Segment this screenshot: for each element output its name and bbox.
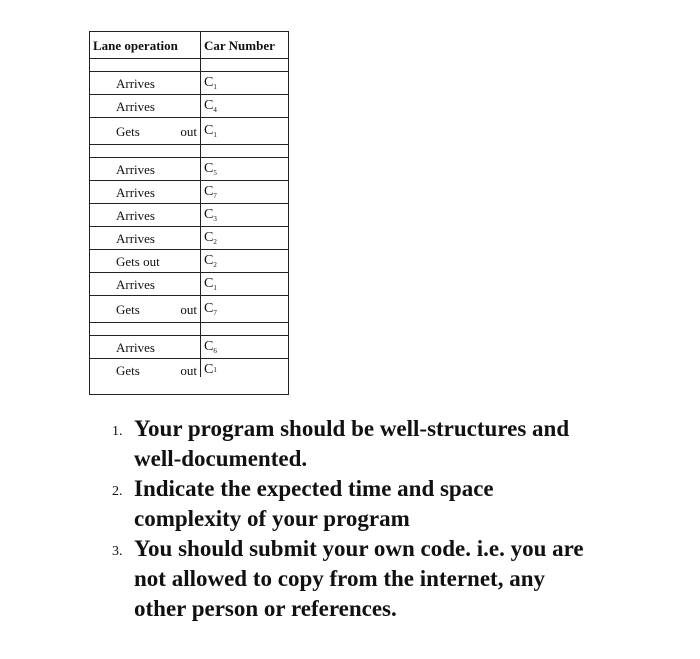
table-row (90, 335, 288, 358)
table-row (90, 157, 288, 180)
car-cell: C (204, 230, 214, 245)
car-subscript: 4 (213, 105, 217, 114)
group-spacer (90, 322, 288, 335)
car-cell: C (204, 207, 214, 222)
lane-operation-cell: Arrives (116, 339, 155, 355)
lane-operation-cell: Gets (116, 123, 140, 139)
lane-operation-cell: Arrives (116, 98, 155, 114)
table-row (90, 94, 288, 117)
car-subscript: 1 (213, 82, 217, 91)
lane-operation-cell: Arrives (116, 75, 155, 91)
out-word: out (180, 123, 197, 139)
car-cell: C (204, 301, 214, 316)
table-row (90, 249, 288, 272)
lane-operation-cell: Arrives (116, 184, 155, 200)
car-subscript: 1 (213, 130, 217, 139)
instruction-line: Indicate the expected time and space (134, 476, 494, 501)
instruction-line: well-documented. (134, 446, 308, 471)
car-cell: C (204, 362, 214, 377)
car-cell: C (204, 123, 214, 138)
instruction-line: complexity of your program (134, 506, 410, 531)
header-car-number: Car Number (200, 32, 288, 58)
car-subscript: 1 (213, 283, 217, 292)
car-cell: C (204, 161, 214, 176)
lane-operation-cell: Arrives (116, 276, 155, 292)
instruction-line: You should submit your own code. i.e. you are (134, 536, 584, 561)
lane-operation-cell: Gets (116, 363, 140, 378)
car-cell: C (204, 253, 214, 268)
table-row (90, 71, 288, 94)
table-header-row (90, 31, 288, 58)
car-subscript: 2 (213, 237, 217, 246)
instruction-line: other person or references. (134, 596, 397, 621)
table-row (90, 226, 288, 249)
list-item (108, 534, 678, 624)
car-subscript: 7 (213, 308, 217, 317)
car-subscript: 2 (213, 260, 217, 269)
car-cell: C (204, 184, 214, 199)
instruction-line: Your program should be well-structures and (134, 416, 570, 441)
out-word: out (180, 301, 197, 317)
lane-operation-cell: Gets out (116, 253, 160, 269)
lane-operation-cell: Arrives (116, 230, 155, 246)
car-subscript: 7 (213, 191, 217, 200)
lane-operations-table (89, 31, 289, 395)
list-number: 3. (112, 544, 123, 559)
list-number: 2. (112, 484, 123, 499)
instruction-line: not allowed to copy from the internet, any (134, 566, 545, 591)
table-row (90, 358, 288, 394)
lane-operation-cell: Arrives (116, 207, 155, 223)
car-subscript: 6 (213, 346, 217, 355)
car-cell: C (204, 339, 214, 354)
out-word: out (180, 363, 197, 378)
instruction-list (108, 414, 678, 624)
group-spacer (90, 144, 288, 157)
header-lane-operation: Lane operation (93, 37, 178, 53)
lane-operation-cell: Gets (116, 301, 140, 317)
table-row (90, 180, 288, 203)
car-subscript: 1 (213, 366, 217, 374)
table-row (90, 203, 288, 226)
group-spacer (90, 58, 288, 71)
list-item (108, 414, 678, 474)
table-row (90, 295, 288, 322)
car-subscript: 5 (213, 168, 217, 177)
lane-operation-cell: Arrives (116, 161, 155, 177)
list-number: 1. (112, 424, 123, 439)
car-cell: C (204, 276, 214, 291)
car-cell: C (204, 98, 214, 113)
table-row (90, 117, 288, 144)
car-subscript: 3 (213, 214, 217, 223)
table-row (90, 272, 288, 295)
list-item (108, 474, 678, 534)
car-cell: C (204, 75, 214, 90)
